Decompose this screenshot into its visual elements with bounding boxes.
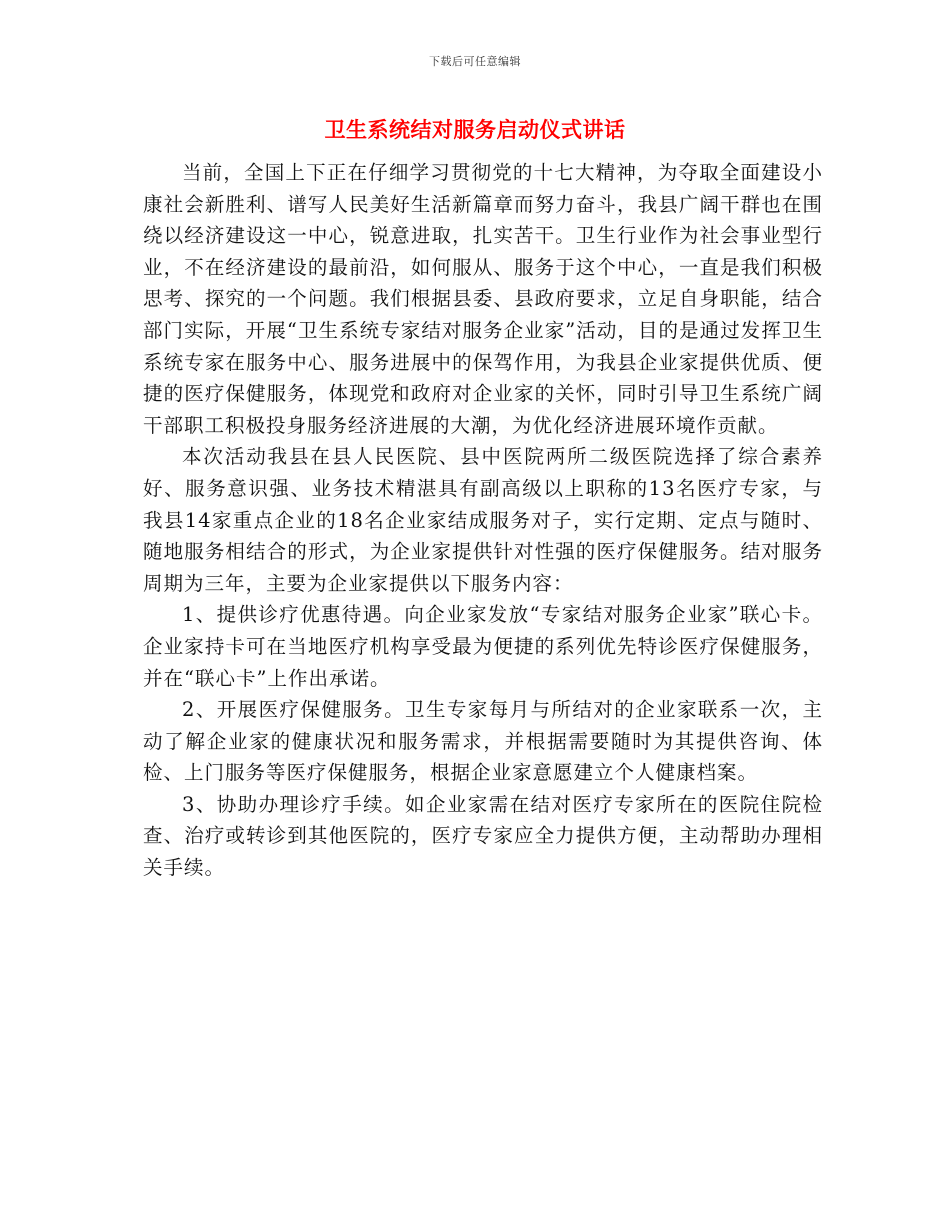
paragraph-item-2: 2、开展医疗保健服务。卫生专家每月与所结对的企业家联系一次，主动了解企业家的健康状况和服务需求，并根据需要随时为其提供咨询、体检、上门服务等医疗保健服务，根据企业家意愿建立个人健康档案。 [143, 698, 823, 785]
paragraph-item-1: 1、提供诊疗优惠待遇。向企业家发放“专家结对服务企业家”联心卡。企业家持卡可在当地医疗机构享受最为便捷的系列优先特诊医疗保健服务，并在“联心卡”上作出承诺。 [143, 603, 823, 690]
document-body [143, 157, 823, 884]
header-note: 下载后可任意编辑 [429, 55, 521, 68]
paragraph-intro: 当前，全国上下正在仔细学习贯彻党的十七大精神，为夺取全面建设小康社会新胜利、谱写人民美好生活新篇章而努力奋斗，我县广阔干群也在围绕以经济建设这一中心，锐意进取，扎实苦干。卫生行业作为社会事业型行业，不在经济建设的最前沿，如何服从、服务于这个中心，一直是我们积极思考、探究的一个问题。我们根据县委、县政府要求，立足自身职能，结合部门实际，开展“卫生系统专家结对服务企业家”活动，目的是通过发挥卫生系统专家在服务中心、服务进展中的保驾作用，为我县企业家提供优质、便捷的医疗保健服务，体现党和政府对企业家的关怀，同时引导卫生系统广阔干部职工积极投身服务经济进展的大潮，为优化经济进展环境作贡献。 [143, 161, 823, 437]
paragraph-activity: 本次活动我县在县人民医院、县中医院两所二级医院选择了综合素养好、服务意识强、业务技术精湛具有副高级以上职称的13名医疗专家，与我县14家重点企业的18名企业家结成服务对子，实行定期、定点与随时、随地服务相结合的形式，为企业家提供针对性强的医疗保健服务。结对服务周期为三年，主要为企业家提供以下服务内容： [143, 445, 823, 595]
document-title: 卫生系统结对服务启动仪式讲话 [324, 118, 626, 142]
paragraph-item-3: 3、协助办理诊疗手续。如企业家需在结对医疗专家所在的医院住院检查、治疗或转诊到其他医院的，医疗专家应全力提供方便，主动帮助办理相关手续。 [143, 792, 823, 880]
